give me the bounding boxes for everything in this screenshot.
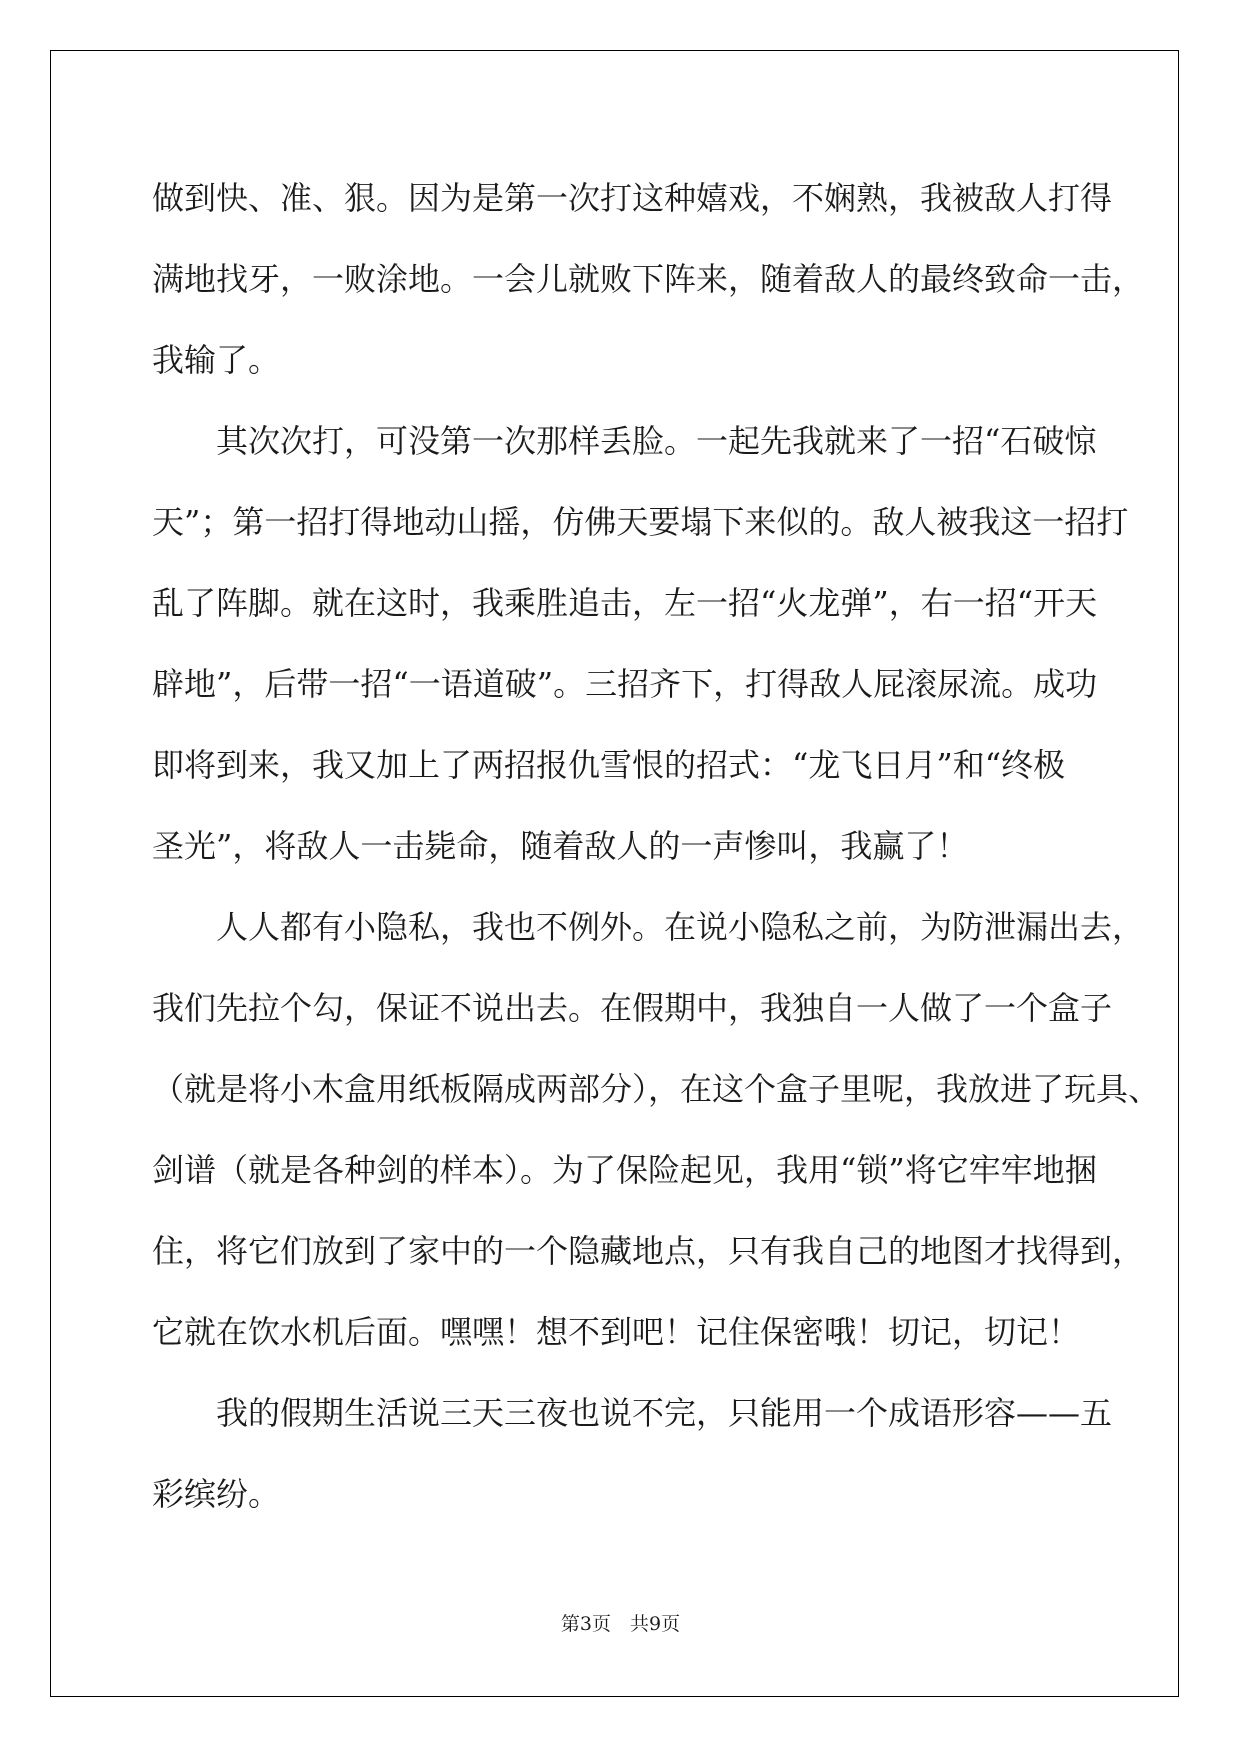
text-line: 它就在饮水机后面。嘿嘿！想不到吧！记住保密哦！切记，切记！ <box>152 1313 1081 1351</box>
text-line: 人人都有小隐私，我也不例外。在说小隐私之前，为防泄漏出去， <box>152 908 1145 946</box>
page-number-footer: 第3页 共9页 <box>560 1613 681 1635</box>
text-line: 天”；第一招打得地动山摇，仿佛天要塌下来似的。敌人被我这一招打 <box>152 503 1129 541</box>
text-line: 我的假期生活说三天三夜也说不完，只能用一个成语形容——五 <box>152 1394 1113 1432</box>
document-body <box>152 158 1161 1535</box>
text-line: 剑谱（就是各种剑的样本）。为了保险起见，我用“锁”将它牢牢地捆 <box>152 1151 1097 1189</box>
text-line: （就是将小木盒用纸板隔成两部分），在这个盒子里呢，我放进了玩具、 <box>152 1070 1161 1108</box>
text-line: 我们先拉个勾，保证不说出去。在假期中，我独自一人做了一个盒子 <box>152 989 1113 1027</box>
text-line: 即将到来，我又加上了两招报仇雪恨的招式：“龙飞日月”和“终极 <box>152 746 1066 784</box>
text-line: 我输了。 <box>152 341 281 379</box>
text-line: 做到快、准、狠。因为是第一次打这种嬉戏，不娴熟，我被敌人打得 <box>152 179 1113 217</box>
text-line: 住，将它们放到了家中的一个隐藏地点，只有我自己的地图才找得到， <box>152 1232 1145 1270</box>
text-line: 满地找牙，一败涂地。一会儿就败下阵来，随着敌人的最终致命一击， <box>152 260 1145 298</box>
text-line: 乱了阵脚。就在这时，我乘胜追击，左一招“火龙弹”，右一招“开天 <box>152 584 1098 622</box>
text-line: 圣光”，将敌人一击毙命，随着敌人的一声惨叫，我赢了！ <box>152 827 969 865</box>
text-line: 彩缤纷。 <box>152 1475 281 1513</box>
text-line: 其次次打，可没第一次那样丢脸。一起先我就来了一招“石破惊 <box>152 422 1097 460</box>
text-line: 辟地”，后带一招“一语道破”。三招齐下，打得敌人屁滚尿流。成功 <box>152 665 1098 703</box>
